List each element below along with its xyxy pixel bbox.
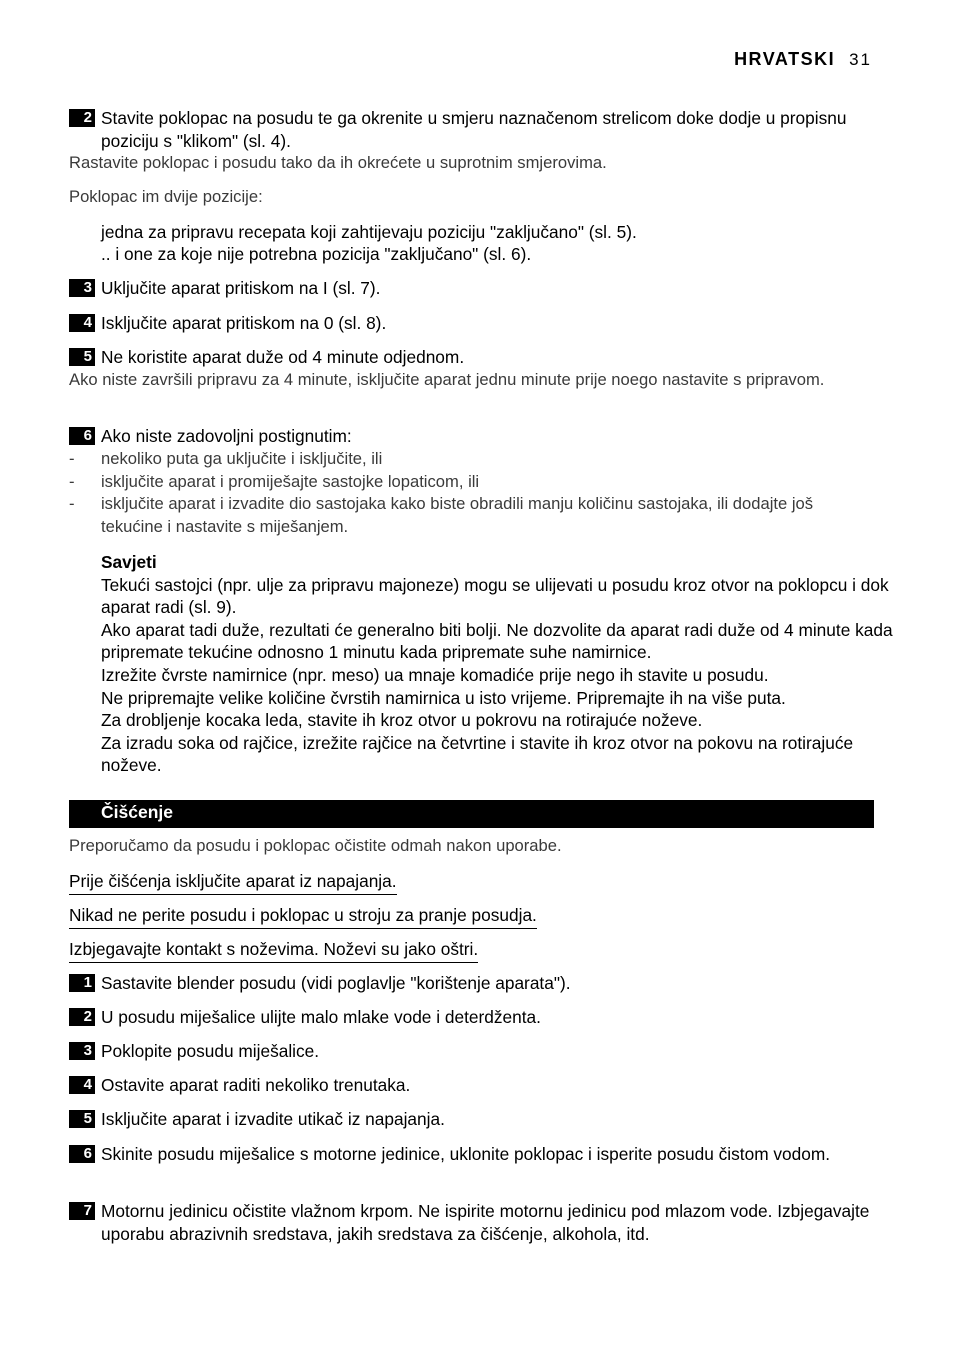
usage-step-2 — [69, 107, 874, 152]
step-number: 2 — [69, 1008, 95, 1026]
tip-item: Ne pripremajte velike količine čvrstih namirnica u isto vrijeme. Pripremajte ih na više puta. — [101, 687, 786, 708]
step-text: Stavite poklopac na posudu te ga okrenite u smjeru naznačenom strelicom doke dodje u propisnu poziciju s "klikom" (sl. 4). — [101, 108, 847, 151]
step-number: 4 — [69, 314, 95, 332]
tips-title: Savjeti — [101, 552, 157, 572]
section-title: Čišćenje — [101, 802, 173, 822]
section-heading-cleaning — [69, 800, 874, 828]
step-5-note: Ako niste završili pripravu za 4 minute, isključite aparat jednu minute prije noego nastavite s pripravom. — [69, 370, 825, 389]
cleaning-step-4 — [69, 1074, 874, 1097]
step-number: 2 — [69, 109, 95, 127]
usage-step-6 — [69, 425, 874, 448]
cleaning-step-7 — [69, 1200, 874, 1245]
cleaning-step-5 — [69, 1108, 874, 1131]
tip-item: Ako aparat tadi duže, rezultati će generalno biti bolji. Ne dozvolite da aparat radi duže od 4 minute kada pripremate tekućine odnosno 1 minutu kada pripremate suhe namirnice. — [101, 619, 893, 663]
step-text: Motornu jedinicu očistite vlažnom krpom. Ne ispirite motornu jedinicu pod mlazom vode. Izbjegavajte uporabu abrazivnih sredstava, jakih sredstava za čišćenje, alkohola, itd. — [101, 1201, 870, 1244]
tips-block — [69, 551, 906, 777]
bullet-dash: - — [69, 449, 75, 468]
position-1: jedna za pripravu recepata koji zahtijevaju poziciju "zaključano" (sl. 5). — [101, 222, 637, 242]
option-text: isključite aparat i promiješajte sastojke lopaticom, ili — [101, 471, 480, 491]
cleaning-step-3 — [69, 1040, 874, 1063]
bullet-dash: - — [69, 494, 75, 514]
step-number: 6 — [69, 427, 95, 445]
step-text: Ako niste zadovoljni postignutim: — [101, 426, 352, 446]
cleaning-step-2 — [69, 1006, 874, 1029]
option-item — [69, 493, 874, 538]
step-text: Isključite aparat i izvadite utikač iz napajanja. — [101, 1109, 445, 1129]
step-number: 6 — [69, 1145, 95, 1163]
option-text: nekoliko puta ga uključite i isključite, ili — [101, 449, 383, 468]
tip-item: Izrežite čvrste namirnice (npr. meso) ua mnaje komadiće prije nego ih stavite u posudu. — [101, 664, 769, 685]
step-text: Poklopite posudu miješalice. — [101, 1041, 320, 1061]
step-6-options — [69, 448, 874, 538]
option-item — [69, 471, 874, 494]
step-text: Skinite posudu miješalice s motorne jedinice, uklonite poklopac i isperite posudu čistom vodom. — [101, 1144, 831, 1164]
cleaning-warning: Izbjegavajte kontakt s noževima. Noževi su jako oštri. — [69, 938, 478, 963]
step-text: Uključite aparat pritiskom na I (sl. 7). — [101, 278, 381, 298]
step-text: Sastavite blender posudu (vidi poglavlje "korištenje aparata"). — [101, 973, 571, 993]
step-text: Ne koristite aparat duže od 4 minute odjednom. — [101, 347, 465, 367]
tip-item: Za izradu soka od rajčice, izrežite rajčice na četvrtine i stavite ih kroz otvor na pokovu na rotirajuće noževe. — [101, 732, 854, 776]
positions-intro: Poklopac im dvije pozicije: — [69, 187, 263, 206]
step-number: 1 — [69, 974, 95, 992]
cleaning-warning: Prije čišćenja isključite aparat iz napajanja. — [69, 870, 397, 895]
tip-item: Tekući sastojci (npr. ulje za pripravu majoneze) mogu se ulijevati u posudu kroz otvor na poklopcu i dok aparat radi (sl. 9). — [101, 574, 889, 618]
option-text: isključite aparat i izvadite dio sastojaka kako biste obradili manju količinu sastojaka, ili dodajte još tekućine i nastavite s miješanjem. — [101, 494, 814, 536]
position-2: .. i one za koje nije potrebna pozicija "zaključano" (sl. 6). — [101, 244, 532, 264]
language-label: HRVATSKI — [734, 49, 836, 69]
usage-step-5 — [69, 346, 874, 369]
option-item — [69, 448, 874, 471]
step-number: 5 — [69, 1110, 95, 1128]
cleaning-intro: Preporučamo da posudu i poklopac očistite odmah nakon uporabe. — [69, 836, 562, 855]
step-text: Ostavite aparat raditi nekoliko trenutaka. — [101, 1075, 411, 1095]
cleaning-step-1 — [69, 972, 874, 995]
bullet-dash: - — [69, 471, 75, 491]
step-text: U posudu miješalice ulijte malo mlake vode i deterdženta. — [101, 1007, 541, 1027]
page-number: 31 — [849, 50, 872, 69]
step-number: 4 — [69, 1076, 95, 1094]
page-header — [734, 49, 872, 70]
step-number: 7 — [69, 1202, 95, 1220]
usage-step-4 — [69, 312, 874, 335]
step-number: 5 — [69, 348, 95, 366]
step-2-note: Rastavite poklopac i posudu tako da ih okrećete u suprotnim smjerovima. — [69, 153, 607, 172]
tip-item: Za drobljenje kocaka leda, stavite ih kroz otvor u pokrovu na rotirajuće noževe. — [101, 710, 703, 731]
step-text: Isključite aparat pritiskom na 0 (sl. 8). — [101, 313, 387, 333]
usage-step-3 — [69, 277, 874, 300]
cleaning-warning: Nikad ne perite posudu i poklopac u stroju za pranje posudja. — [69, 904, 537, 929]
step-number: 3 — [69, 279, 95, 297]
step-number: 3 — [69, 1042, 95, 1060]
cleaning-step-6 — [69, 1143, 874, 1166]
